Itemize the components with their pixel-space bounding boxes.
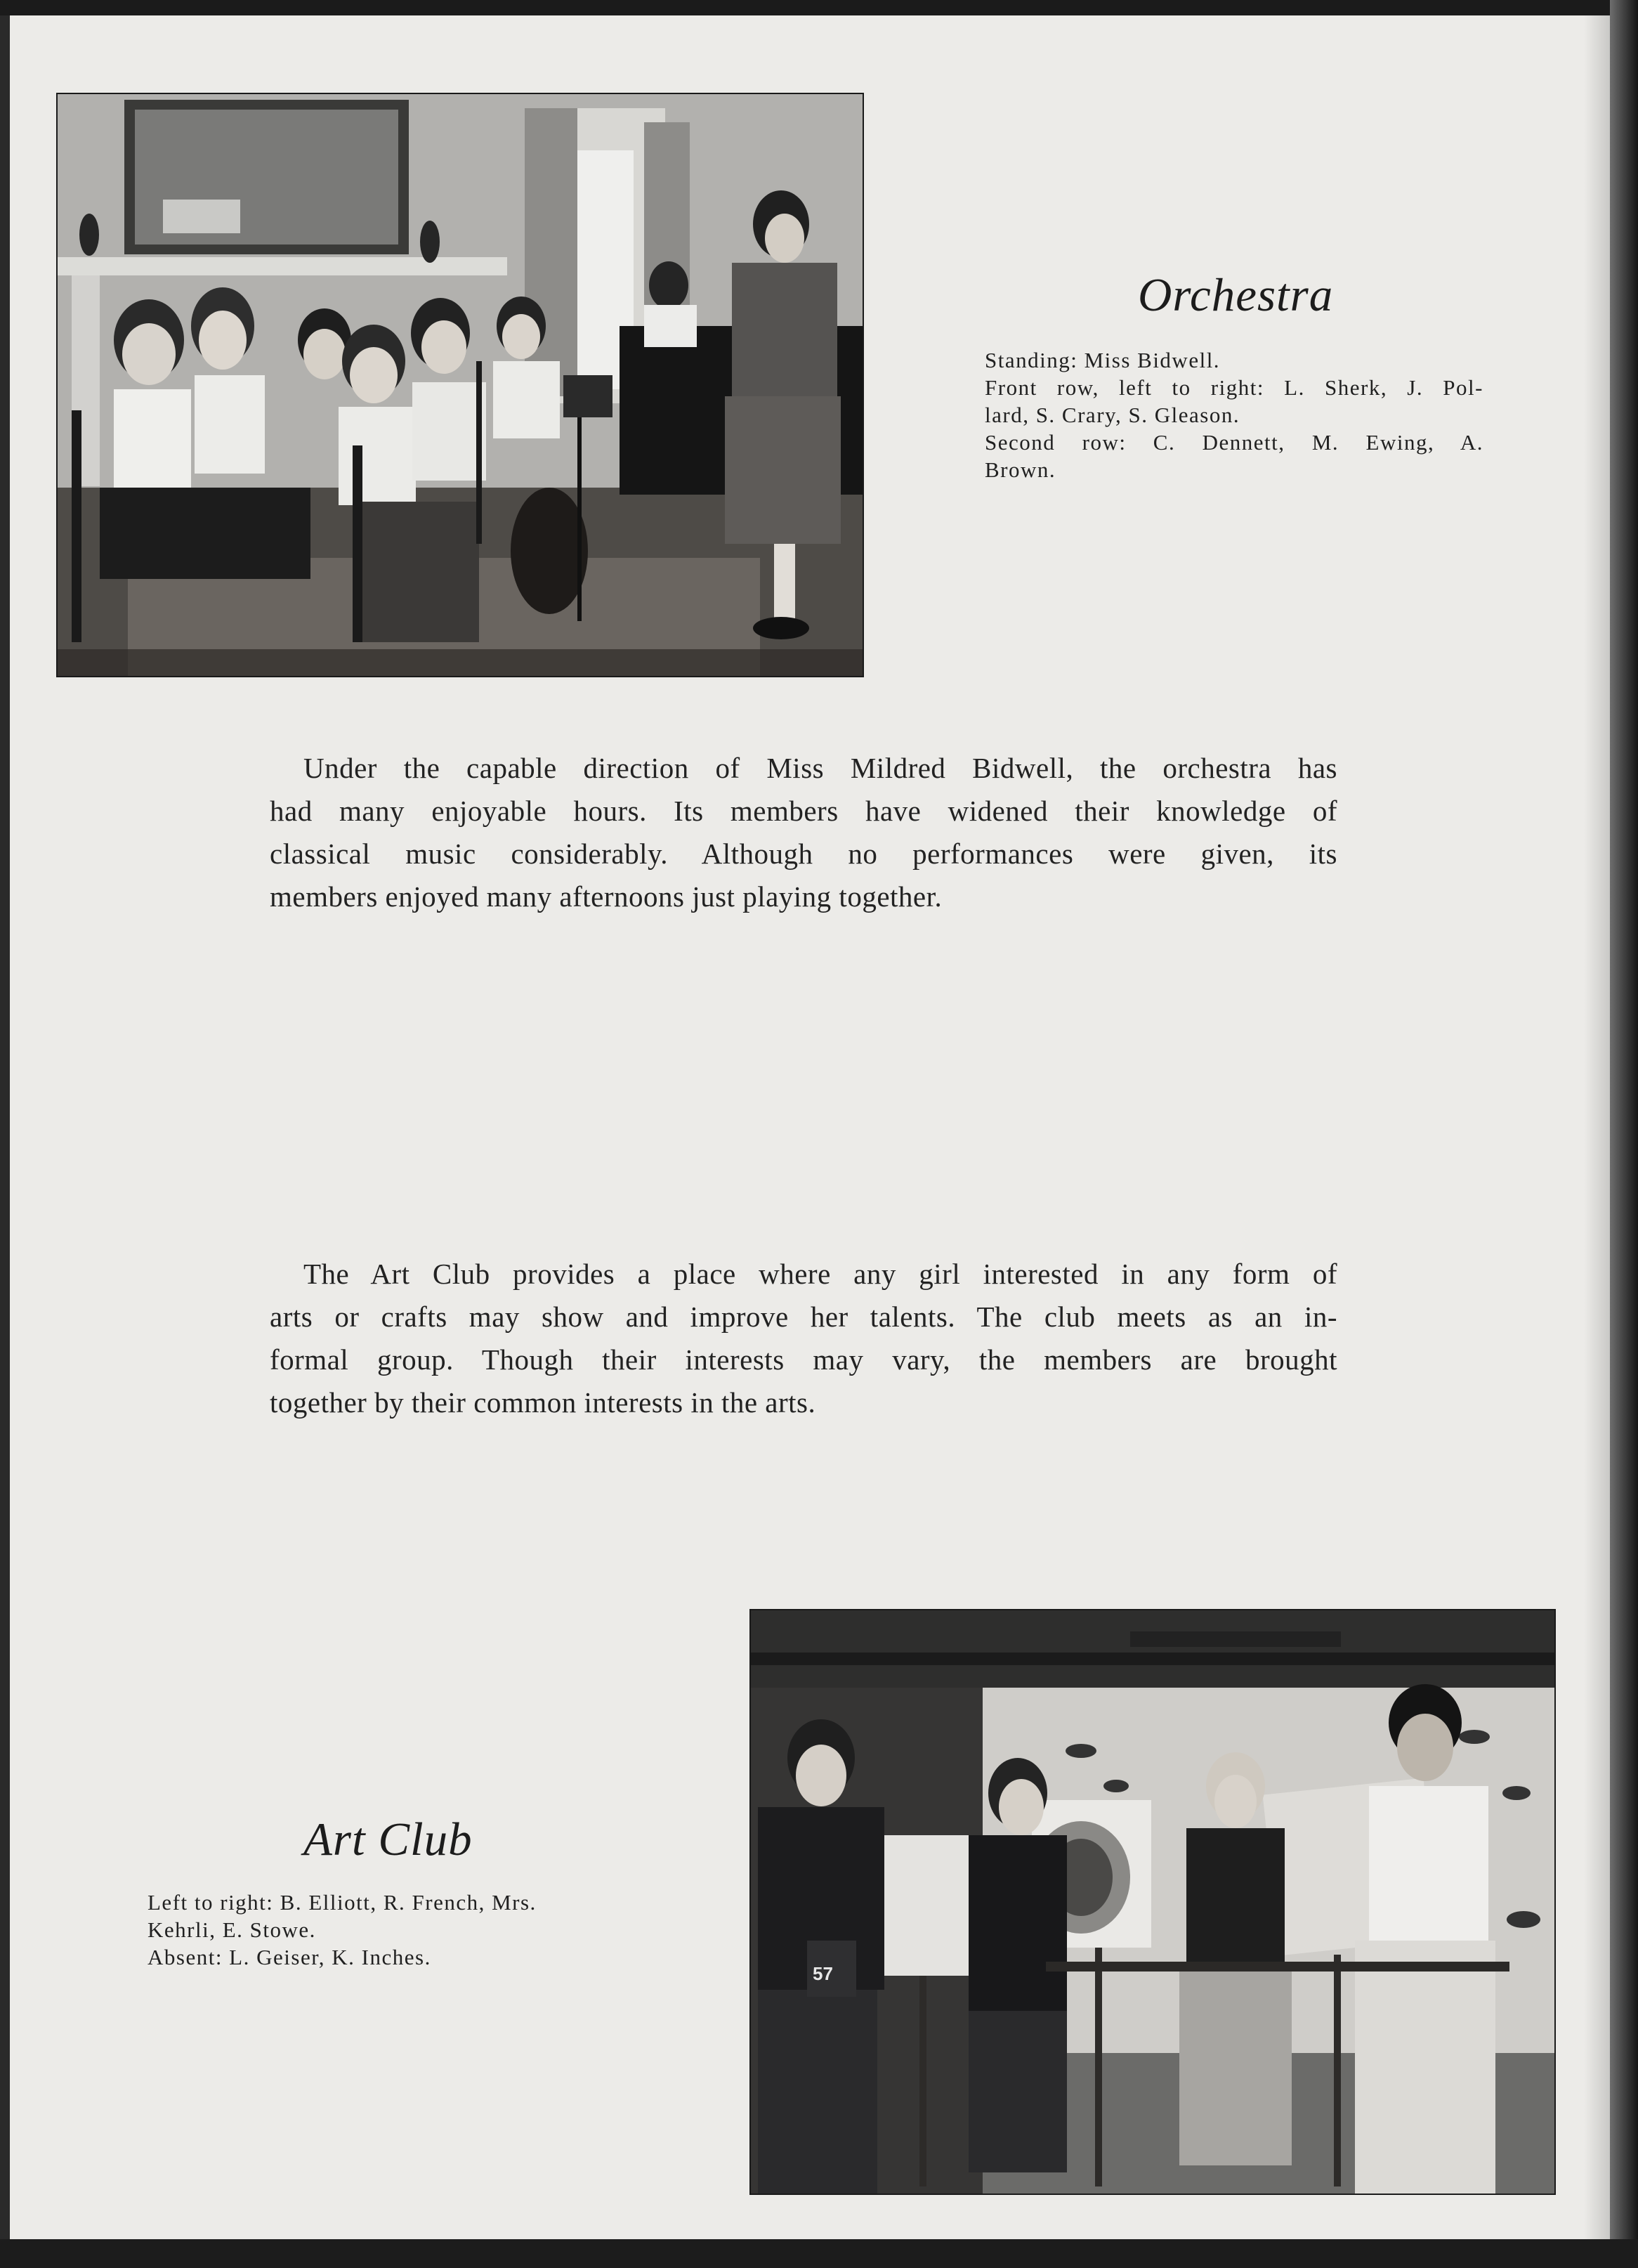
scan-bottom-edge xyxy=(0,2239,1638,2268)
caption-line: Front row, left to right: L. Sherk, J. Pol- xyxy=(985,375,1483,400)
caption-line: Brown. xyxy=(985,457,1056,482)
paragraph-line: together by their common interests in the arts. xyxy=(270,1386,816,1419)
paragraph-line: had many enjoyable hours. Its members have widened their knowledge of xyxy=(270,795,1337,827)
caption-line: Standing: Miss Bidwell. xyxy=(985,348,1221,372)
paragraph-line: formal group. Though their interests may vary, the members are brought xyxy=(270,1343,1337,1376)
art-club-paragraph xyxy=(270,1253,1337,1424)
jacket-number-text: 57 xyxy=(813,1963,833,1984)
scan-right-edge xyxy=(1610,0,1638,2268)
art-club-caption xyxy=(148,1889,646,1971)
caption-line: Left to right: B. Elliott, R. French, Mrs. xyxy=(148,1890,537,1915)
paragraph-line: Under the capable direction of Miss Mildred Bidwell, the orchestra has xyxy=(303,752,1337,784)
paragraph-line: members enjoyed many afternoons just playing together. xyxy=(270,880,943,913)
orchestra-caption xyxy=(985,346,1483,483)
paragraph-line: classical music considerably. Although no performances were given, its xyxy=(270,838,1337,870)
paragraph-line: The Art Club provides a place where any girl interested in any form of xyxy=(303,1258,1337,1290)
art-club-title: Art Club xyxy=(303,1813,473,1865)
caption-line: Kehrli, E. Stowe. xyxy=(148,1917,316,1942)
caption-line: lard, S. Crary, S. Gleason. xyxy=(985,403,1240,427)
paragraph-line: arts or crafts may show and improve her talents. The club meets as an in- xyxy=(270,1301,1337,1333)
caption-line: Absent: L. Geiser, K. Inches. xyxy=(148,1945,431,1969)
art-club-photo xyxy=(749,1609,1556,2195)
scan-top-edge xyxy=(0,0,1638,15)
caption-line: Second row: C. Dennett, M. Ewing, A. xyxy=(985,430,1483,455)
orchestra-title: Orchestra xyxy=(1138,269,1334,321)
orchestra-photo xyxy=(56,93,864,677)
orchestra-paragraph xyxy=(270,747,1337,918)
page-fold-shadow xyxy=(1584,15,1611,2239)
